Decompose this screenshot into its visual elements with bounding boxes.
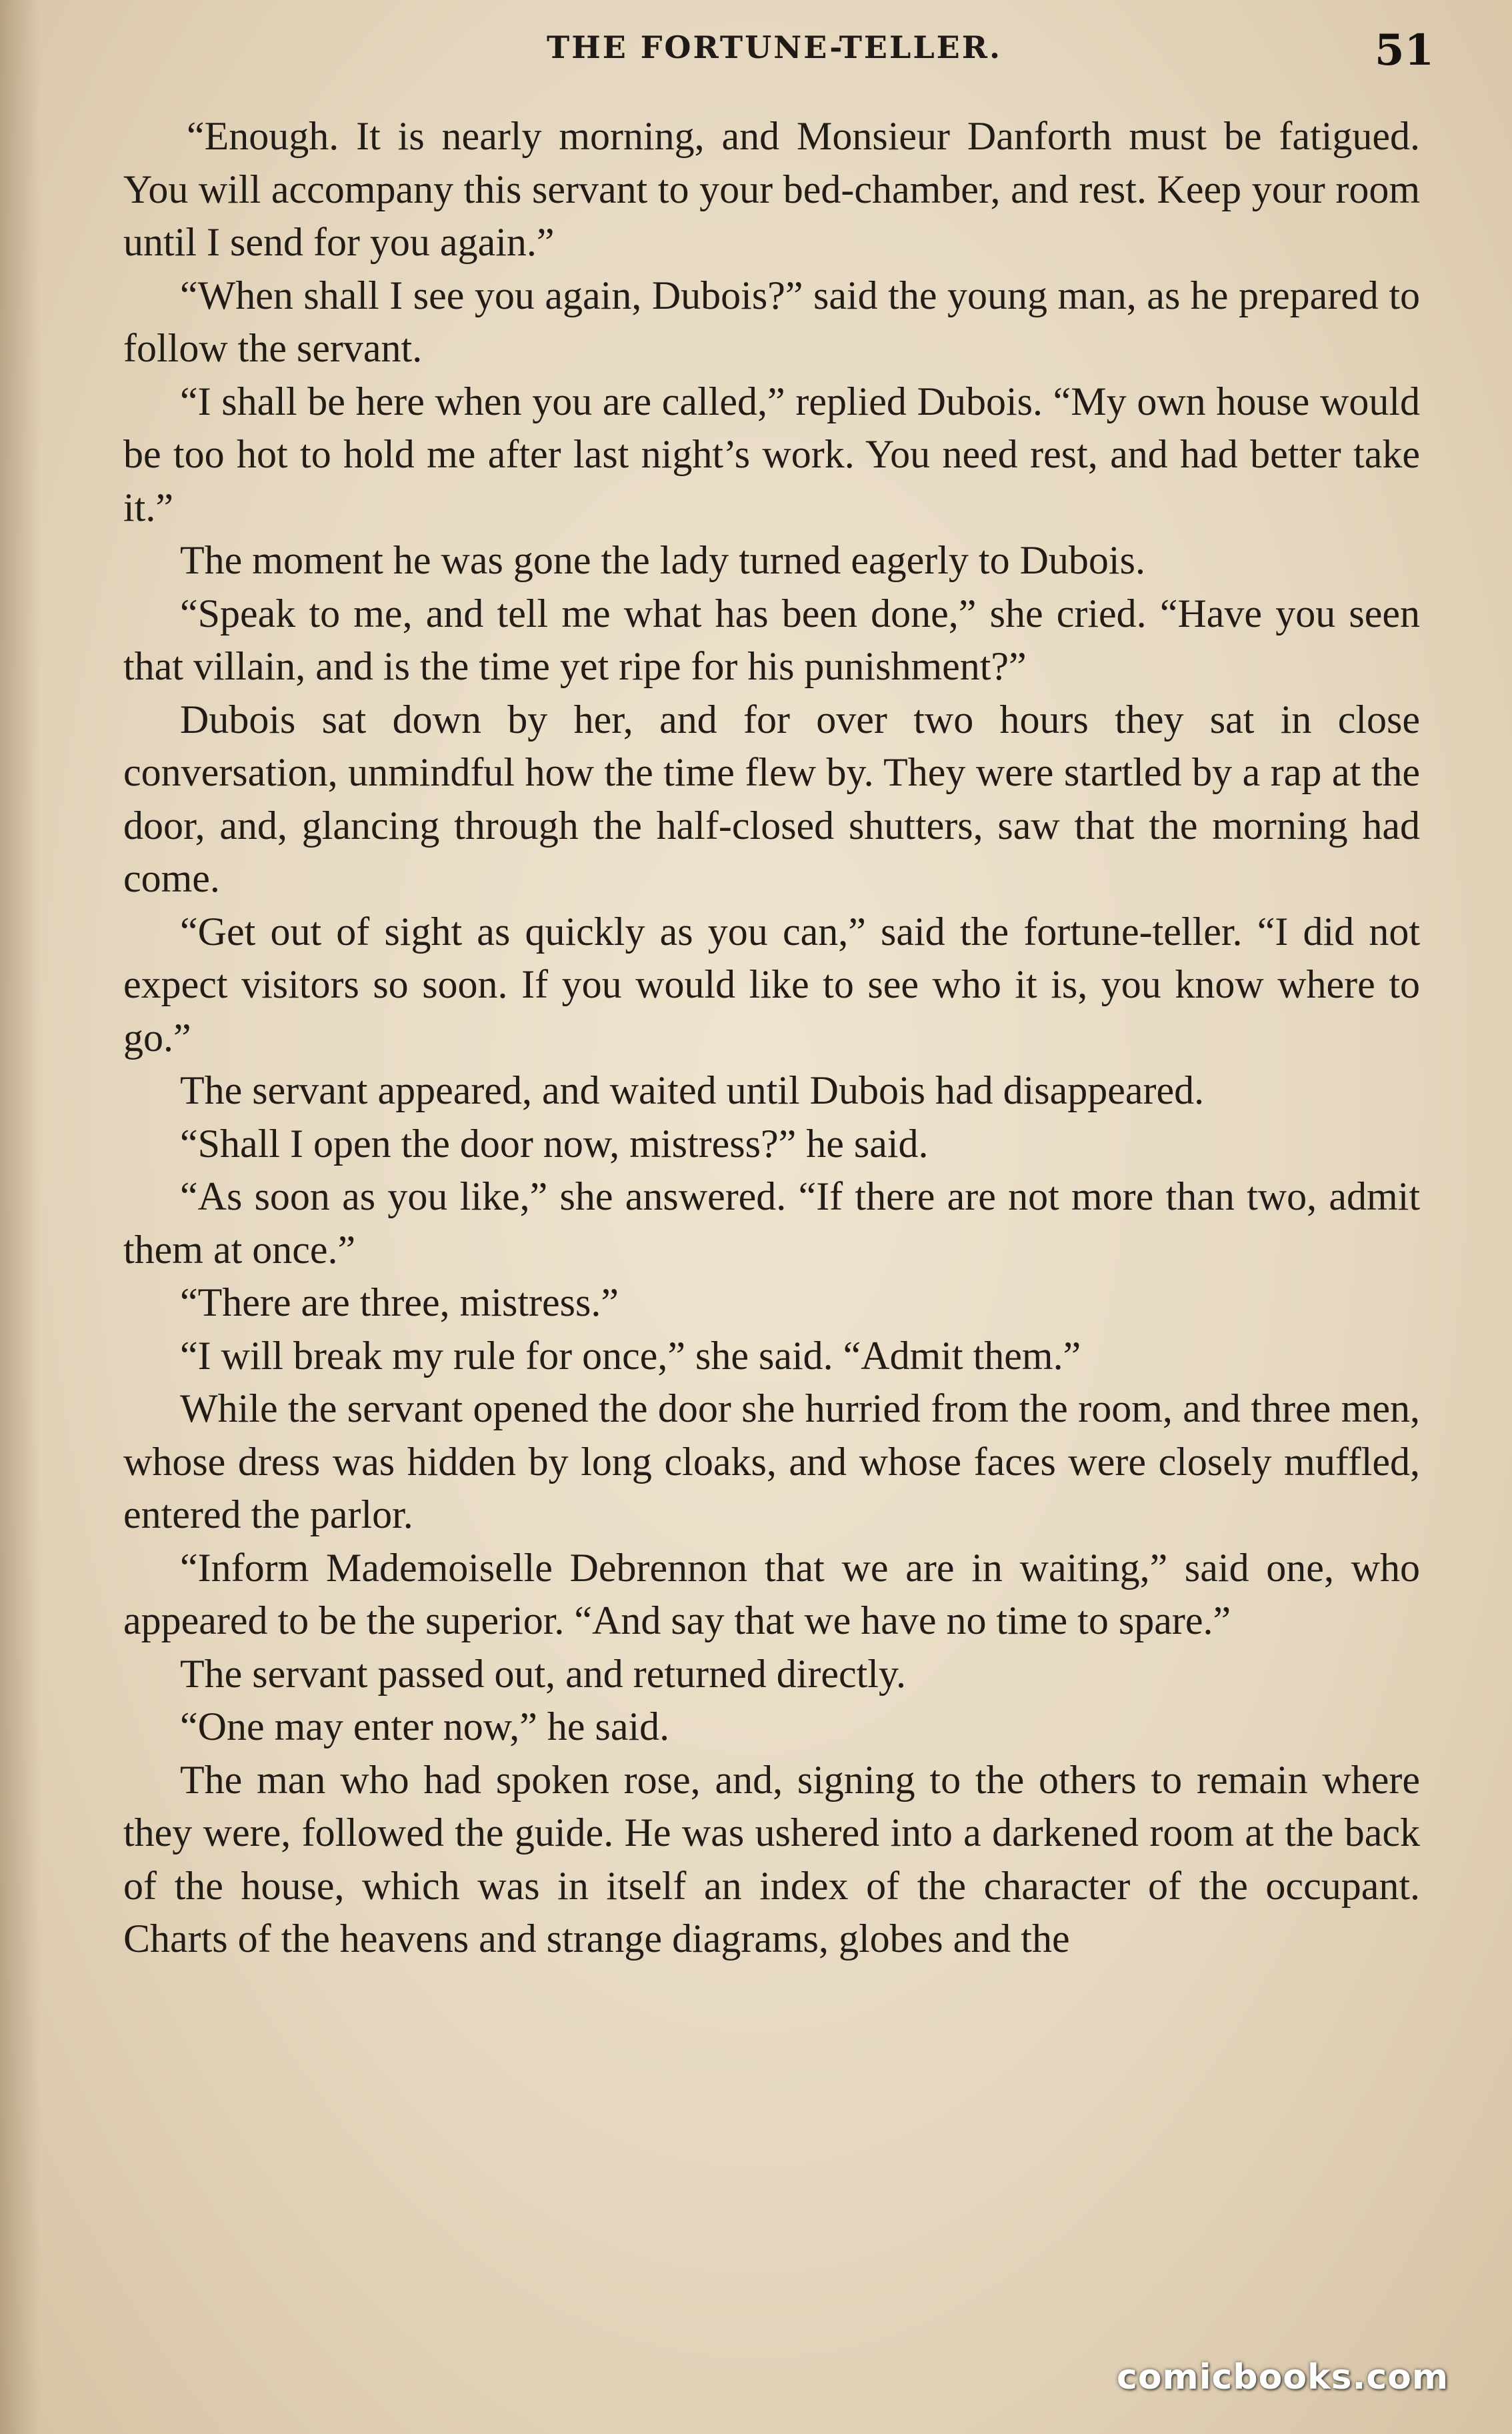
running-title: THE FORTUNE-TELLER.	[547, 29, 1002, 65]
paragraph: The man who had spoken rose, and, signing to the others to remain where they were, followed the guide. He was ushered into a darkened room at the back of the house, which was in itself an index of the character of the occupant. Charts of the heavens and strange diagrams, globes and the	[123, 1757, 1420, 1961]
paragraph: “I shall be here when you are called,” replied Dubois. “My own house would be too hot to hold me after last night’s work. You need rest, and had better take it.”	[123, 379, 1420, 529]
paragraph: “Get out of sight as quickly as you can,” said the fortune-teller. “I did not expect visitors so soon. If you would like to see who it is, you know where to go.”	[123, 909, 1420, 1060]
page-number: 51	[1375, 25, 1435, 75]
paragraph: “Enough. It is nearly morning, and Monsieur Danforth must be fatigued. You will accompany this servant to your bed-chamber, and rest. Keep your room until I send for you again.”	[123, 114, 1420, 264]
paragraph: “Inform Mademoiselle Debrennon that we are in waiting,” said one, who appeared to be the superior. “And say that we have no time to spare.”	[123, 1545, 1420, 1642]
paragraph: “When shall I see you again, Dubois?” said the young man, as he prepared to follow the servant.	[123, 273, 1420, 370]
body-text	[123, 110, 1420, 1966]
paragraph: The servant passed out, and returned directly.	[180, 1651, 907, 1696]
paragraph: “Speak to me, and tell me what has been done,” she cried. “Have you seen that villain, and is the time yet ripe for his punishment?”	[123, 591, 1420, 688]
watermark-text: comicbooks.com	[1117, 2357, 1449, 2397]
paragraph: “Shall I open the door now, mistress?” he said.	[180, 1121, 929, 1166]
paragraph: Dubois sat down by her, and for over two hours they sat in close conversation, unmindful how the time flew by. They were startled by a rap at the door, and, glancing through the half-closed shutters, saw that the morning had come.	[123, 697, 1420, 900]
paragraph: “I will break my rule for once,” she said. “Admit them.”	[180, 1333, 1081, 1378]
paragraph: “There are three, mistress.”	[180, 1280, 619, 1324]
paragraph: The servant appeared, and waited until Dubois had disappeared.	[180, 1068, 1205, 1112]
paragraph: “One may enter now,” he said.	[180, 1704, 670, 1748]
paragraph: While the servant opened the door she hurried from the room, and three men, whose dress was hidden by long cloaks, and whose faces were closely muffled, entered the parlor.	[123, 1386, 1420, 1536]
paragraph: “As soon as you like,” she answered. “If there are not more than two, admit them at once.”	[123, 1174, 1420, 1272]
running-head	[0, 25, 1512, 79]
paragraph: The moment he was gone the lady turned eagerly to Dubois.	[180, 538, 1145, 582]
